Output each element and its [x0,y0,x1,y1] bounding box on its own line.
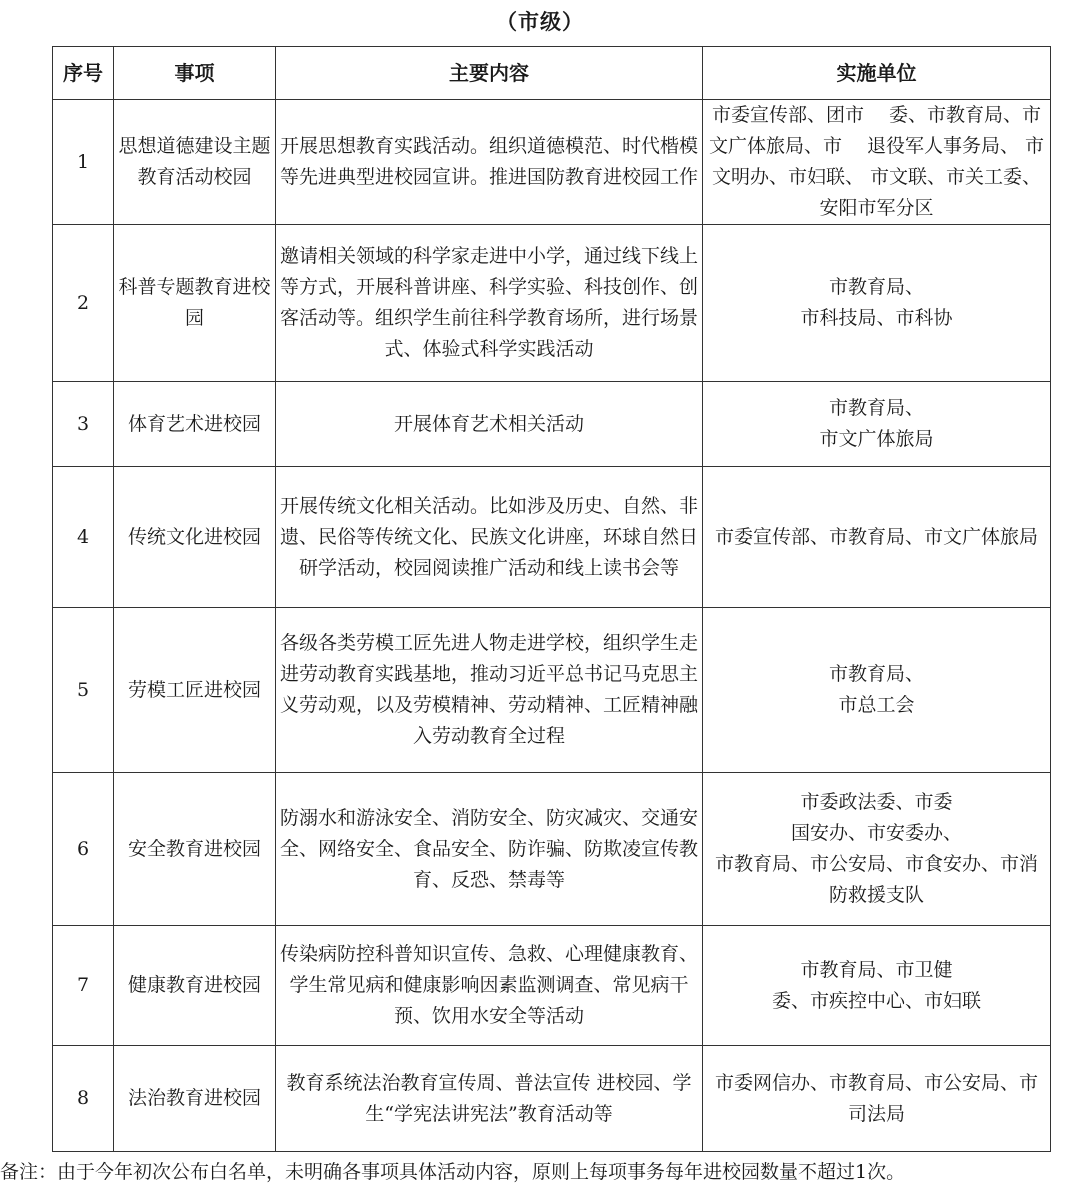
header-seq: 序号 [53,47,114,100]
row-unit: 市教育局、 市总工会 [703,608,1051,773]
row-seq: 2 [53,225,114,382]
table-row [53,100,1051,225]
row-unit: 市教育局、 市文广体旅局 [703,382,1051,467]
row-seq: 6 [53,773,114,926]
row-unit: 市委宣传部、市教育局、市文广体旅局 [703,467,1051,608]
row-content: 邀请相关领域的科学家走进中小学，通过线下线上等方式，开展科普讲座、科学实验、科技创作、创客活动等。组织学生前往科学教育场所，进行场景式、体验式科学实践活动 [276,225,703,382]
row-seq: 5 [53,608,114,773]
row-item: 思想道德建设主题教育活动校园 [114,100,276,225]
row-item: 体育艺术进校园 [114,382,276,467]
row-item: 科普专题教育进校园 [114,225,276,382]
table-row [53,1046,1051,1152]
table-row [53,467,1051,608]
header-unit: 实施单位 [703,47,1051,100]
table-row [53,773,1051,926]
row-content: 传染病防控科普知识宣传、急救、心理健康教育、学生常见病和健康影响因素监测调查、常见病干预、饮用水安全等活动 [276,926,703,1046]
row-content: 各级各类劳模工匠先进人物走进学校，组织学生走进劳动教育实践基地，推动习近平总书记马克思主义劳动观，以及劳模精神、劳动精神、工匠精神融入劳动教育全过程 [276,608,703,773]
header-item: 事项 [114,47,276,100]
row-unit: 市委宣传部、团市 委、市教育局、市文广体旅局、市 退役军人事务局、 市文明办、市妇联、 市文联、市关工委、 安阳市军分区 [703,100,1051,225]
row-item: 安全教育进校园 [114,773,276,926]
row-item: 劳模工匠进校园 [114,608,276,773]
whitelist-table [52,46,1051,1152]
header-content: 主要内容 [276,47,703,100]
row-item: 健康教育进校园 [114,926,276,1046]
row-item: 传统文化进校园 [114,467,276,608]
page-title: （市级） [496,9,584,34]
table-row [53,225,1051,382]
footnote: 备注：由于今年初次公布白名单，未明确各事项具体活动内容，原则上每项事务每年进校园数量不超过1次。 [0,1161,906,1183]
row-content: 教育系统法治教育宣传周、普法宣传 进校园、学生“学宪法讲宪法”教育活动等 [276,1046,703,1152]
table-header-row [53,47,1051,100]
table-row [53,608,1051,773]
row-unit: 市教育局、 市科技局、市科协 [703,225,1051,382]
row-unit: 市委网信办、市教育局、市公安局、市司法局 [703,1046,1051,1152]
table-row [53,382,1051,467]
row-seq: 8 [53,1046,114,1152]
row-unit: 市委政法委、市委 国安办、市安委办、 市教育局、市公安局、市食安办、市消防救援支队 [703,773,1051,926]
row-unit: 市教育局、市卫健 委、市疾控中心、市妇联 [703,926,1051,1046]
row-seq: 1 [53,100,114,225]
table-row [53,926,1051,1046]
row-seq: 4 [53,467,114,608]
row-seq: 7 [53,926,114,1046]
row-content: 开展传统文化相关活动。比如涉及历史、自然、非遗、民俗等传统文化、民族文化讲座，环球自然日研学活动，校园阅读推广活动和线上读书会等 [276,467,703,608]
row-content: 开展体育艺术相关活动 [276,382,703,467]
row-item: 法治教育进校园 [114,1046,276,1152]
row-seq: 3 [53,382,114,467]
row-content: 开展思想教育实践活动。组织道德模范、时代楷模等先进典型进校园宣讲。推进国防教育进校园工作 [276,100,703,225]
row-content: 防溺水和游泳安全、消防安全、防灾减灾、交通安全、网络安全、食品安全、防诈骗、防欺凌宣传教育、反恐、禁毒等 [276,773,703,926]
